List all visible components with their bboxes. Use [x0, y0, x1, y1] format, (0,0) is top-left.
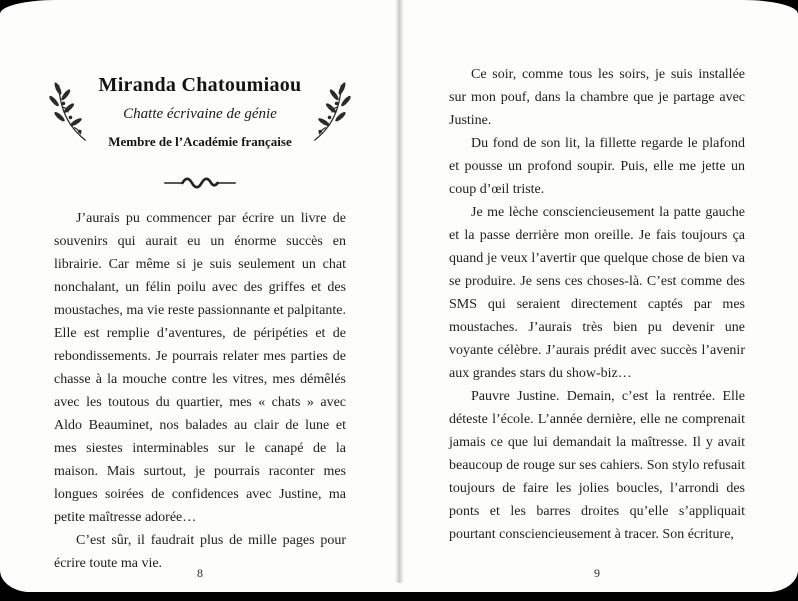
chapter-header — [40, 64, 360, 160]
paragraph: Du fond de son lit, la fillette regarde le plafond et pousse un profond soupir. Puis, elle me jette un coup d’œil triste. — [449, 136, 745, 197]
page-number-right: 9 — [594, 566, 600, 580]
olive-branch-left-icon — [40, 72, 90, 152]
paragraph: Je me lèche consciencieusement la patte gauche et la passe derrière mon oreille. Je fais toujours ça quand je veux l’avertir que quelque chose de bien va se produire. Je sens ces choses-là. C’est comme des SMS qui seraient directement captés par mes moustaches. J’aurais très bien pu devenir une voyante célèbre. J’aurais prédit avec succès l’avenir aux grandes stars du show-biz… — [449, 205, 745, 381]
book-affiliation: Membre de l’Académie française — [108, 134, 292, 149]
left-page — [54, 64, 346, 575]
paragraph: Pauvre Justine. Demain, c’est la rentrée. Elle déteste l’école. L’année dernière, elle ne comprenait jamais ce que lui demandait la maîtresse. Il y avait beaucoup de rouge sur ses cahiers. Son stylo refusait toujours de faire les jolies boucles, l’arrondi des ponts et les barres droites qu’elle s’appliquait pourtant consciencieusement à tracer. Son écriture, — [449, 389, 745, 542]
paragraph: C’est sûr, il faudrait plus de mille pages pour écrire toute ma vie. — [54, 533, 346, 571]
olive-branch-right-icon — [310, 72, 360, 152]
paragraph: J’aurais pu commencer par écrire un livre de souvenirs qui aurait eu un énorme succès en librairie. Car même si je suis seulement un chat nonchalant, un félin poilu avec des griffes et des moustaches, ma vie reste passionnante et palpitante. Elle est remplie d’aventures, de péripéties et de rebondissements. Je pourrais relater mes parties de chasse à la mouche contre les vitres, mes démêlés avec les toutous du quartier, mes « chats » avec Aldo Beauminet, nos balades au clair de lune et mes siestes interminables sur le canapé de la maison. Mais surtout, je pourrais raconter mes longues soirées de confidences avec Justine, ma petite maîtresse adorée… — [54, 211, 346, 525]
paragraph: Ce soir, comme tous les soirs, je suis installée sur mon pouf, dans la chambre que je partage avec Justine. — [449, 67, 745, 128]
page-number-left: 8 — [197, 566, 203, 580]
left-page-body — [54, 207, 346, 575]
book-title: Miranda Chatoumiaou — [98, 74, 302, 96]
right-page — [449, 63, 745, 546]
book-subtitle: Chatte écrivaine de génie — [123, 106, 277, 122]
section-divider — [54, 175, 346, 191]
page-gutter — [395, 0, 404, 583]
squiggle-divider-icon — [161, 175, 239, 191]
chapter-header-text — [90, 74, 310, 150]
